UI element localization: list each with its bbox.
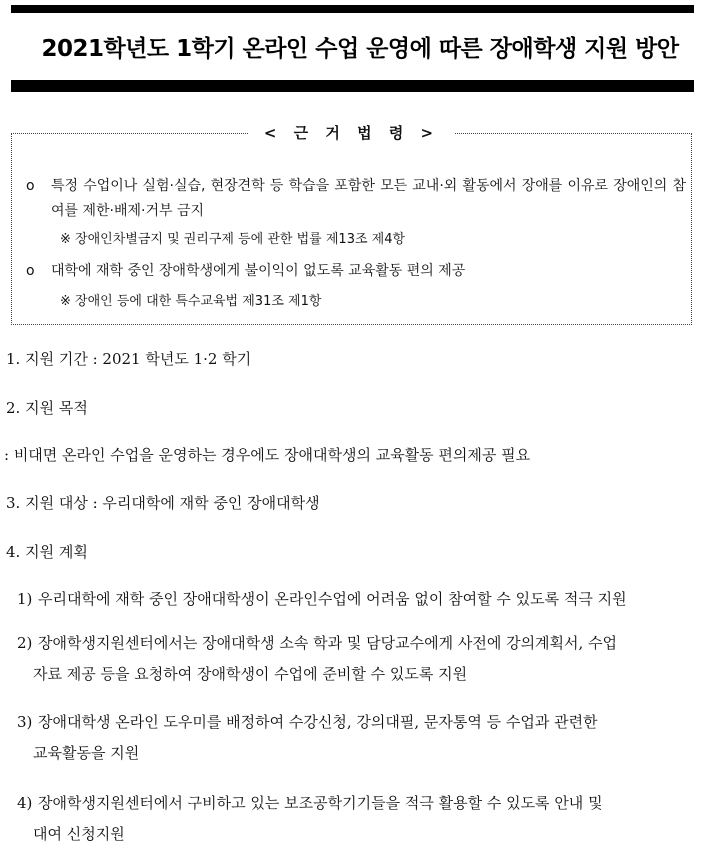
plan-item <box>17 584 707 615</box>
legal-basis-item <box>26 259 686 284</box>
plan-item <box>17 707 707 769</box>
document-title: 2021학년도 1학기 온라인 수업 운영에 따른 장애학생 지원 방안 <box>41 36 679 62</box>
plan-number: 3) <box>17 713 33 731</box>
title-bottom-rule <box>11 80 694 92</box>
plan-text-continued: 교육활동을 지원 <box>33 744 140 762</box>
plan-item <box>17 628 707 690</box>
section-target: 3. 지원 대상 : 우리대학에 재학 중인 장애대학생 <box>6 494 320 512</box>
bullet-marker: o <box>26 263 35 279</box>
section-purpose-text: : 비대면 온라인 수업을 운영하는 경우에도 장애대학생의 교육활동 편의제공 필요 <box>4 446 531 464</box>
plan-text-continued: 대여 신청지원 <box>33 825 125 843</box>
legal-basis-item <box>26 174 686 224</box>
legal-basis-note: ※ 장애인 등에 대한 특수교육법 제31조 제1항 <box>60 294 322 309</box>
plan-number: 2) <box>17 634 33 652</box>
section-plan-heading: 4. 지원 계획 <box>6 543 88 561</box>
legal-basis-note: ※ 장애인차별금지 및 권리구제 등에 관한 법률 제13조 제4항 <box>60 232 406 247</box>
title-top-rule <box>11 5 694 13</box>
legal-basis-text: 대학에 재학 중인 장애학생에게 불이익이 없도록 교육활동 편의 제공 <box>51 263 466 279</box>
plan-number: 4) <box>17 794 33 812</box>
legal-basis-box <box>11 124 692 325</box>
plan-text-continued: 자료 제공 등을 요청하여 장애학생이 수업에 준비할 수 있도록 지원 <box>33 665 468 683</box>
bullet-marker: o <box>26 178 35 194</box>
plan-number: 1) <box>17 590 33 608</box>
section-purpose-heading: 2. 지원 목적 <box>6 399 88 417</box>
plan-text: 우리대학에 재학 중인 장애대학생이 온라인수업에 어려움 없이 참여할 수 있도록 적극 지원 <box>38 590 627 608</box>
plan-item <box>17 788 707 850</box>
legal-basis-text: 특정 수업이나 실험·실습, 현장견학 등 학습을 포함한 모든 교내·외 활동에서 장애를 이유로 장애인의 참여를 제한·배제·거부 금지 <box>51 178 686 219</box>
plan-text: 장애대학생 온라인 도우미를 배정하여 수강신청, 강의대필, 문자통역 등 수업과 관련한 <box>38 713 598 731</box>
plan-text: 장애학생지원센터에서 구비하고 있는 보조공학기기들을 적극 활용할 수 있도록 안내 및 <box>38 794 603 812</box>
plan-text: 장애학생지원센터에서는 장애대학생 소속 학과 및 담당교수에게 사전에 강의계획서, 수업 <box>38 634 618 652</box>
section-period: 1. 지원 기간 : 2021 학년도 1·2 학기 <box>6 350 252 368</box>
legal-basis-heading <box>12 122 691 143</box>
legal-basis-heading-text: < 근 거 법 령 > <box>248 124 455 142</box>
